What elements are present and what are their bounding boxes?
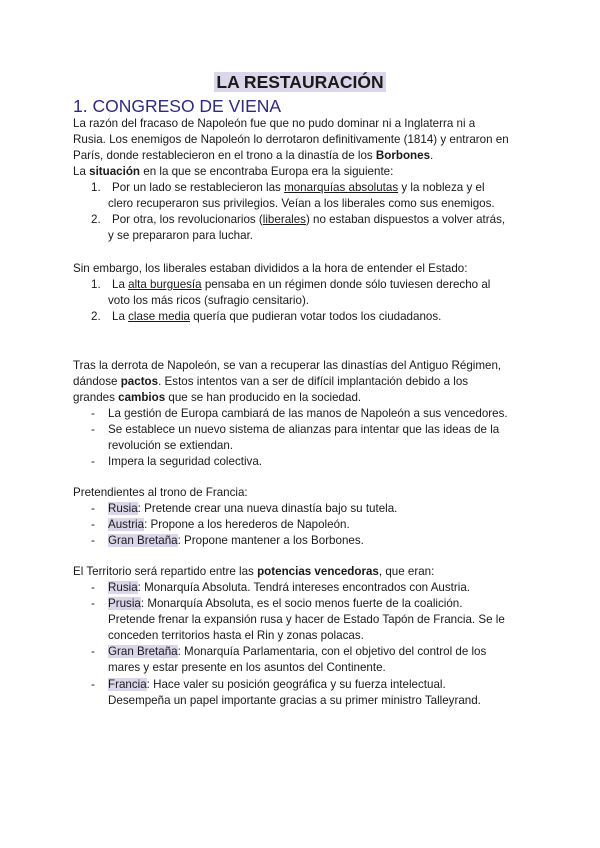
list-number: 2.: [91, 310, 101, 323]
list-dash: -: [91, 581, 95, 594]
list-item: Impera la seguridad colectiva.: [108, 455, 263, 468]
list-item: Gran Bretaña: Monarquía Parlamentaria, con el objetivo del control de los: [108, 645, 487, 658]
paragraph-line: Tras la derrota de Napoleón, se van a recuperar las dinastías del Antiguo Régimen,: [73, 359, 502, 372]
page-title: LA RESTAURACIÓN: [216, 72, 384, 92]
paragraph-line: La situación en la que se encontraba Europa era la siguiente:: [73, 165, 394, 178]
list-item: Por un lado se restablecieron las monarquías absolutas y la nobleza y el: [112, 181, 485, 194]
list-dash: -: [91, 645, 95, 658]
list-dash: -: [91, 597, 95, 610]
list-item: La alta burguesía pensaba en un régimen donde sólo tuviesen derecho al: [112, 278, 491, 291]
list-dash: -: [91, 534, 95, 547]
list-item: Austria: Propone a los herederos de Napoleón.: [108, 518, 350, 531]
list-item: Francia: Hace valer su posición geográfica y su fuerza intelectual.: [108, 678, 446, 691]
paragraph-line: Sin embargo, los liberales estaban divididos a la hora de entender el Estado:: [73, 262, 468, 275]
list-item: Rusia: Pretende crear una nueva dinastía bajo su tutela.: [108, 502, 398, 515]
list-item-continuation: voto los más ricos (sufragio censitario).: [108, 294, 310, 307]
list-item: Rusia: Monarquía Absoluta. Tendrá intereses encontrados con Austria.: [108, 581, 471, 594]
list-item-continuation: y se prepararon para luchar.: [108, 229, 254, 242]
list-item: La clase media quería que pudieran votar todos los ciudadanos.: [112, 310, 442, 323]
list-item-continuation: conceden territorios hasta el Rin y zonas polacas.: [108, 629, 364, 642]
list-item-continuation: clero recuperaron sus privilegios. Veían a los liberales como sus enemigos.: [108, 197, 495, 210]
list-dash: -: [91, 678, 95, 691]
list-item-continuation: mares y estar presente en los asuntos del Continente.: [108, 661, 386, 674]
list-item: La gestión de Europa cambiará de las manos de Napoleón a sus vencedores.: [108, 407, 508, 420]
list-number: 1.: [91, 181, 101, 194]
list-item: Por otra, los revolucionarios (liberales) no estaban dispuestos a volver atrás,: [112, 213, 506, 226]
list-dash: -: [91, 502, 95, 515]
list-number: 2.: [91, 213, 101, 226]
list-item-continuation: Desempeña un papel importante gracias a su primer ministro Talleyrand.: [108, 694, 481, 707]
list-item: Prusia: Monarquía Absoluta, es el socio menos fuerte de la coalición.: [108, 597, 463, 610]
paragraph-line: dándose pactos. Estos intentos van a ser de difícil implantación debido a los: [73, 375, 469, 388]
paragraph-line: Rusia. Los enemigos de Napoleón lo derrotaron definitivamente (1814) y entraron en: [73, 133, 509, 146]
list-dash: -: [91, 407, 95, 420]
list-dash: -: [91, 455, 95, 468]
list-dash: -: [91, 518, 95, 531]
paragraph-line: El Territorio será repartido entre las potencias vencedoras, que eran:: [73, 565, 435, 578]
list-number: 1.: [91, 278, 101, 291]
paragraph-line: La razón del fracaso de Napoleón fue que no pudo dominar ni a Inglaterra ni a: [73, 117, 476, 130]
list-item: Se establece un nuevo sistema de alianzas para intentar que las ideas de la: [108, 423, 500, 436]
list-dash: -: [91, 423, 95, 436]
list-item-continuation: Pretende frenar la expansión rusa y hacer de Estado Tapón de Francia. Se le: [108, 613, 505, 626]
paragraph-line: París, donde restablecieron en el trono a la dinastía de los Borbones.: [73, 149, 434, 162]
section-heading: 1. CONGRESO DE VIENA: [73, 96, 282, 116]
paragraph-line: grandes cambios que se han producido en la sociedad.: [73, 391, 362, 404]
list-item-continuation: revolución se extiendan.: [108, 439, 234, 452]
list-item: Gran Bretaña: Propone mantener a los Borbones.: [108, 534, 364, 547]
paragraph-line: Pretendientes al trono de Francia:: [73, 486, 248, 499]
